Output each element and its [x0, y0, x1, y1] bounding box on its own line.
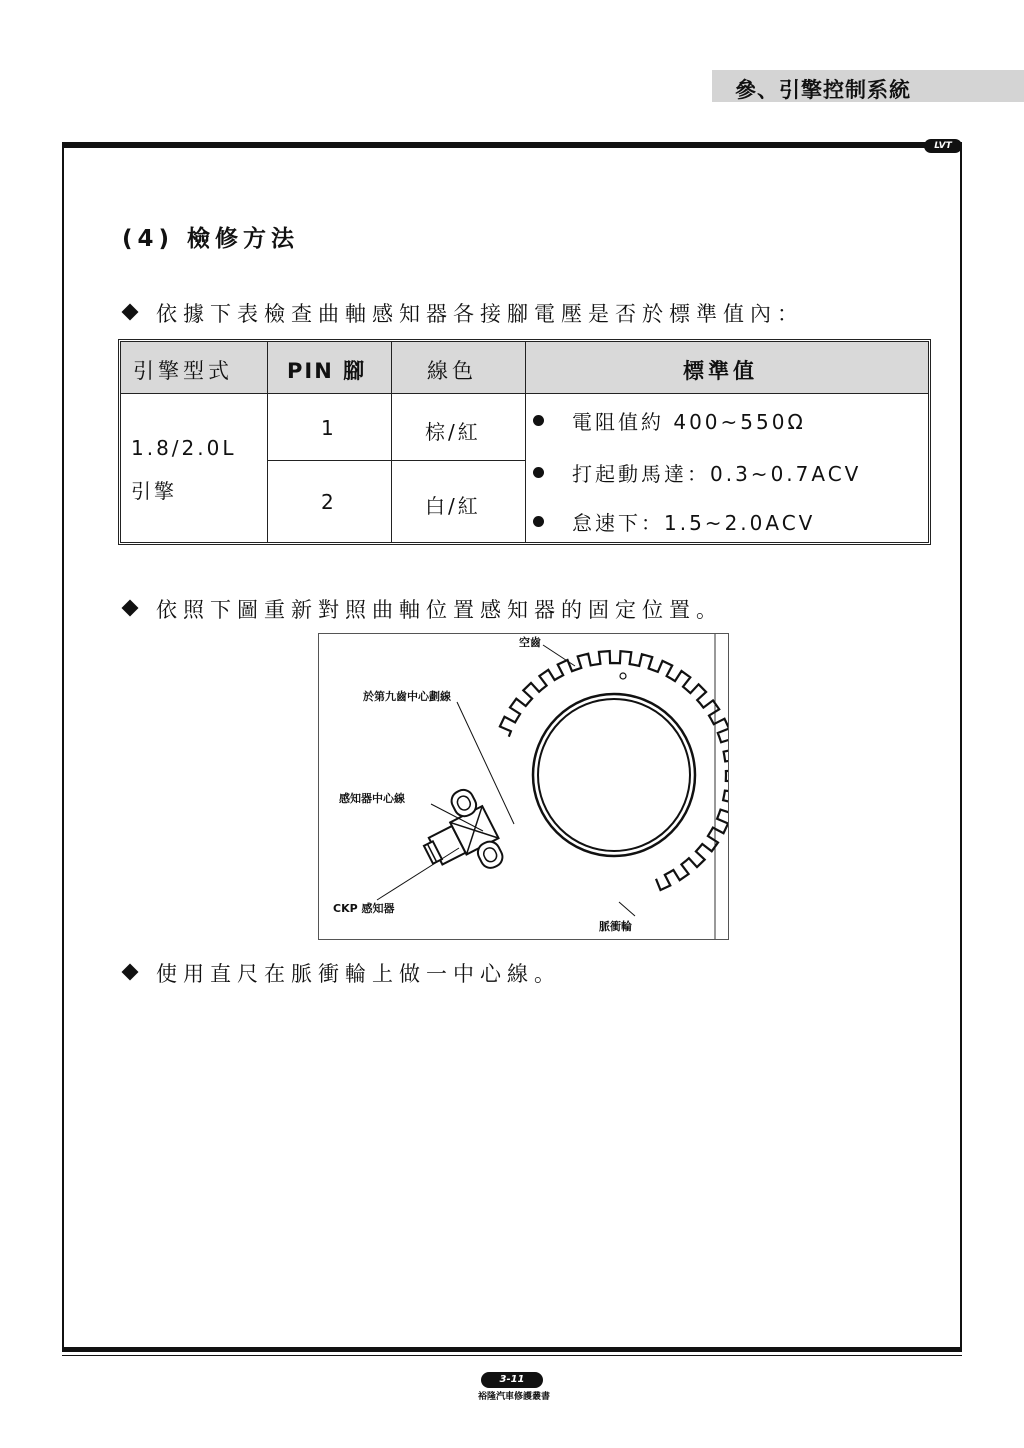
standard-value-text: 電阻值約 400~550Ω	[572, 410, 806, 434]
frame-top-rule	[62, 142, 962, 148]
diamond-bullet-icon	[122, 964, 139, 981]
col-divider	[391, 342, 392, 542]
pin-cell: 2	[321, 490, 337, 514]
dot-bullet-icon	[533, 516, 544, 527]
instruction-centerline	[124, 958, 561, 988]
row-divider	[267, 460, 525, 461]
instruction-realign	[124, 594, 723, 624]
col-divider	[267, 342, 268, 542]
spec-table	[118, 339, 931, 545]
label-ckp-sensor: CKP 感知器	[333, 902, 395, 915]
leader-line	[619, 902, 635, 916]
instruction-text: 依照下圖重新對照曲軸位置感知器的固定位置。	[156, 598, 723, 622]
pulse-wheel-inner-ring	[538, 699, 690, 851]
wheel-hole	[620, 673, 626, 679]
standard-value-text: 打起動馬達：0.3~0.7ACV	[572, 462, 862, 486]
ckp-sensor-body	[409, 785, 510, 892]
engine-type-cell: 1.8/2.0L	[131, 436, 237, 460]
header-pin: PIN 腳	[287, 359, 367, 383]
engine-type-cell-line2: 引擎	[131, 479, 177, 503]
ckp-sensor-figure	[318, 633, 729, 940]
leader-line	[377, 848, 459, 900]
chapter-title: 參、引擎控制系統	[735, 78, 911, 102]
standard-value-item	[533, 507, 815, 536]
dot-bullet-icon	[533, 415, 544, 426]
label-missing-tooth: 空齒	[519, 636, 541, 649]
col-divider	[525, 342, 526, 542]
pin-cell: 1	[321, 416, 337, 440]
standard-value-item	[533, 458, 861, 487]
header-wire-color: 線色	[427, 359, 477, 383]
header-engine-type: 引擎型式	[133, 359, 233, 383]
standard-value-item	[533, 406, 806, 435]
label-pulse-wheel: 脈衝輪	[599, 920, 632, 933]
instruction-text: 使用直尺在脈衝輪上做一中心線。	[156, 962, 561, 986]
wire-color-cell: 白/紅	[425, 494, 481, 518]
frame-right-rule	[960, 142, 962, 1352]
publisher-name: 裕隆汽車修護叢書	[477, 1392, 550, 1402]
dot-bullet-icon	[533, 467, 544, 478]
instruction-check-voltage	[124, 298, 804, 328]
instruction-text: 依據下表檢查曲軸感知器各接腳電壓是否於標準值內：	[156, 302, 804, 326]
diamond-bullet-icon	[122, 304, 139, 321]
wire-color-cell: 棕/紅	[425, 420, 481, 444]
page-number: 3-11	[481, 1372, 543, 1388]
brand-logo: LVT	[924, 139, 962, 153]
pulse-wheel-inner-ring	[533, 694, 695, 856]
header-standard-value: 標準值	[683, 359, 758, 383]
frame-left-rule	[62, 142, 64, 1352]
diamond-bullet-icon	[122, 600, 139, 617]
frame-bottom-thin-rule	[62, 1355, 962, 1356]
label-sensor-centerline: 感知器中心線	[339, 792, 405, 805]
label-ninth-tooth-line: 於第九齒中心劃線	[363, 690, 451, 703]
frame-bottom-rule	[62, 1347, 962, 1352]
standard-value-text: 怠速下：1.5~2.0ACV	[572, 511, 816, 535]
ckp-diagram	[319, 634, 728, 939]
section-heading: (4) 檢修方法	[122, 226, 300, 252]
